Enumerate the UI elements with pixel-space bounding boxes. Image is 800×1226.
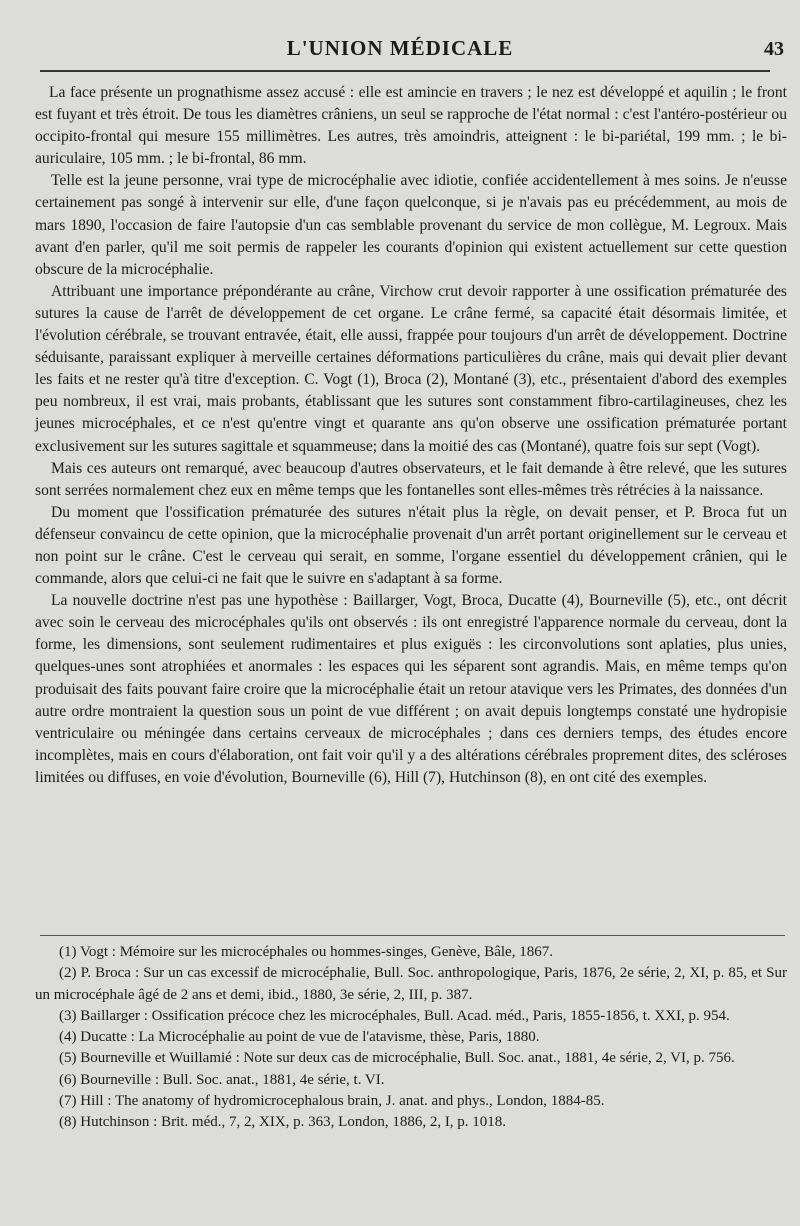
footnotes [35, 942, 787, 1134]
footnote-text: Vogt : Mémoire sur les microcéphales ou hommes-singes, Genève, Bâle, 1867. [79, 944, 553, 960]
footnote-text: Hill : The anatomy of hydromicrocephalous brain, J. anat. and phys., London, 1884-85. [80, 1093, 605, 1110]
paragraph: Attribuant une importance prépondérante au crâne, Virchow crut devoir rapporter à une ossification prématurée des sutures la cause de l'arrêt de développement de cet organe. Le crâne fermé, sa capacité était désormais limitée, et l'évolution cérébrale, se trouvant entravée, était, elle aussi, frappée pour toujours d'un arrêt de développement. Doctrine séduisante, paraissant expliquer à merveille certaines déformations particulières du crâne, mais qui devait plier devant les faits et ne rester qu'à titre d'exception. C. Vogt (1), Broca (2), Montané (3), etc., présentaient d'abord des exemples peu nombreux, il est vrai, mais probants, établissant que les sutures sont constamment fibro-cartilagineuses, chez les jeunes microcéphales, et ce n'est qu'entre vingt et quarante ans qu'on observe une ossification prématurée portant exclusivement sur les sutures sagittale et squammeuse; dans la moitié des cas (Montané), quatre fois sur sept (Vogt). [35, 282, 787, 455]
article-body [35, 82, 787, 789]
page-number: 43 [764, 38, 784, 60]
footnote-number: (6) [59, 1071, 77, 1088]
footnote-number: (4) [59, 1029, 77, 1046]
footnote [35, 1091, 787, 1112]
paragraph: Telle est la jeune personne, vrai type de microcéphalie avec idiotie, confiée accidentellement à mes soins. Je n'eusse certainement pas songé à intervenir sur elle, d'une façon quelconque, si je n'avais pas eu précédemment, au mois de mars 1890, l'occasion de faire l'autopsie d'un cas semblable provenant du service de mon collègue, M. Legroux. Mais avant d'en parler, qu'il me soit permis de rappeler les courants d'opinion qui existent actuellement sur cette question obscure de la microcéphalie. [35, 172, 787, 278]
footnote-number: (1) [59, 944, 77, 960]
footnote-number: (5) [59, 1050, 77, 1067]
footnote-text: Bourneville et Wuillamié : Note sur deux cas de microcéphalie, Bull. Soc. anat., 1881, 4e série, 2, VI, p. 756. [80, 1050, 735, 1067]
footnote-text: Baillarger : Ossification précoce chez les microcéphales, Bull. Acad. méd., Paris, 1855-1856, t. XXI, p. 954. [80, 1007, 730, 1024]
footnote-number: (7) [59, 1093, 77, 1110]
paragraph: Mais ces auteurs ont remarqué, avec beaucoup d'autres observateurs, et le fait demande à être relevé, que les sutures sont serrées normalement chez eux en même temps que les fontanelles sont elles-mêmes très rétrécies à la naissance. [35, 459, 787, 499]
footnote-text: P. Broca : Sur un cas excessif de microcéphalie, Bull. Soc. anthropologique, Paris, 1876, 2e série, 2, XI, p. 85, et Sur un microcéphale âgé de 2 ans et demi, ibid., 1880, 3e série, 2, III, p. 387. [35, 965, 787, 1003]
footnote-rule [40, 935, 785, 936]
footnote [35, 1112, 787, 1133]
footnote [35, 1048, 787, 1069]
footnote [35, 942, 787, 963]
footnote [35, 1027, 787, 1048]
footnote-text: Ducatte : La Microcéphalie au point de vue de l'atavisme, thèse, Paris, 1880. [80, 1029, 540, 1046]
footnote [35, 963, 787, 1006]
footnote-number: (8) [59, 1114, 77, 1131]
paragraph: La nouvelle doctrine n'est pas une hypothèse : Baillarger, Vogt, Broca, Ducatte (4), Bourneville (5), etc., ont décrit avec soin le cerveau des microcéphales qu'ils ont observés : ils ont enregistré l'apparence normale du cerveau, dont la forme, les dimensions, sont seulement rudimentaires et plus exiguës : les circonvolutions sont aplaties, plus unies, quelques-unes sont atrophiées et anormales : les espaces qui les séparent sont agrandis. Mais, en même temps qu'on produisait des faits pouvant faire croire que la microcéphalie était un retour atavique vers les Primates, des données d'un autre ordre montraient la question sous un point de vue différent ; on avait depuis longtemps constaté une hydropisie ventriculaire ou méningée dans certains cerveaux de microcéphales ; dans ces derniers temps, des études encore incomplètes, mais en cours d'élaboration, ont fait voir qu'il y a des altérations cérébrales proprement dites, des scléroses limitées ou diffuses, en voie d'évolution, Bourneville (6), Hill (7), Hutchinson (8), en ont cité des exemples. [35, 592, 787, 786]
header-rule [40, 70, 770, 72]
paragraph: Du moment que l'ossification prématurée des sutures n'était plus la règle, on devait penser, et P. Broca fut un défenseur convaincu de cette opinion, que la microcéphalie provenait d'un arrêt portant originellement sur le cerveau et non point sur le crâne. C'est le cerveau qui serait, en somme, l'organe essentiel du développement crânien, qui le commande, alors que celui-ci ne fait que le suivre en s'adaptant à sa forme. [35, 503, 787, 588]
running-title: L'UNION MÉDICALE [286, 36, 514, 60]
footnote-text: Hutchinson : Brit. méd., 7, 2, XIX, p. 363, London, 1886, 2, I, p. 1018. [80, 1114, 507, 1131]
footnote-number: (2) [59, 965, 77, 982]
page-header [0, 36, 800, 66]
footnote [35, 1070, 787, 1091]
footnote-text: Bourneville : Bull. Soc. anat., 1881, 4e série, t. VI. [80, 1071, 385, 1088]
footnote-number: (3) [59, 1007, 77, 1024]
paragraph: La face présente un prognathisme assez accusé : elle est amincie en travers ; le nez est développé et aquilin ; le front est fuyant et très étroit. De tous les diamètres crâniens, un seul se rapproche de l'état normal : c'est l'antéro-postérieur ou occipito-frontal qui mesure 155 millimètres. Les autres, très amoindris, atteignent : le bi-pariétal, 199 mm. ; le bi-auriculaire, 105 mm. ; le bi-frontal, 86 mm. [35, 84, 787, 168]
footnote [35, 1006, 787, 1027]
